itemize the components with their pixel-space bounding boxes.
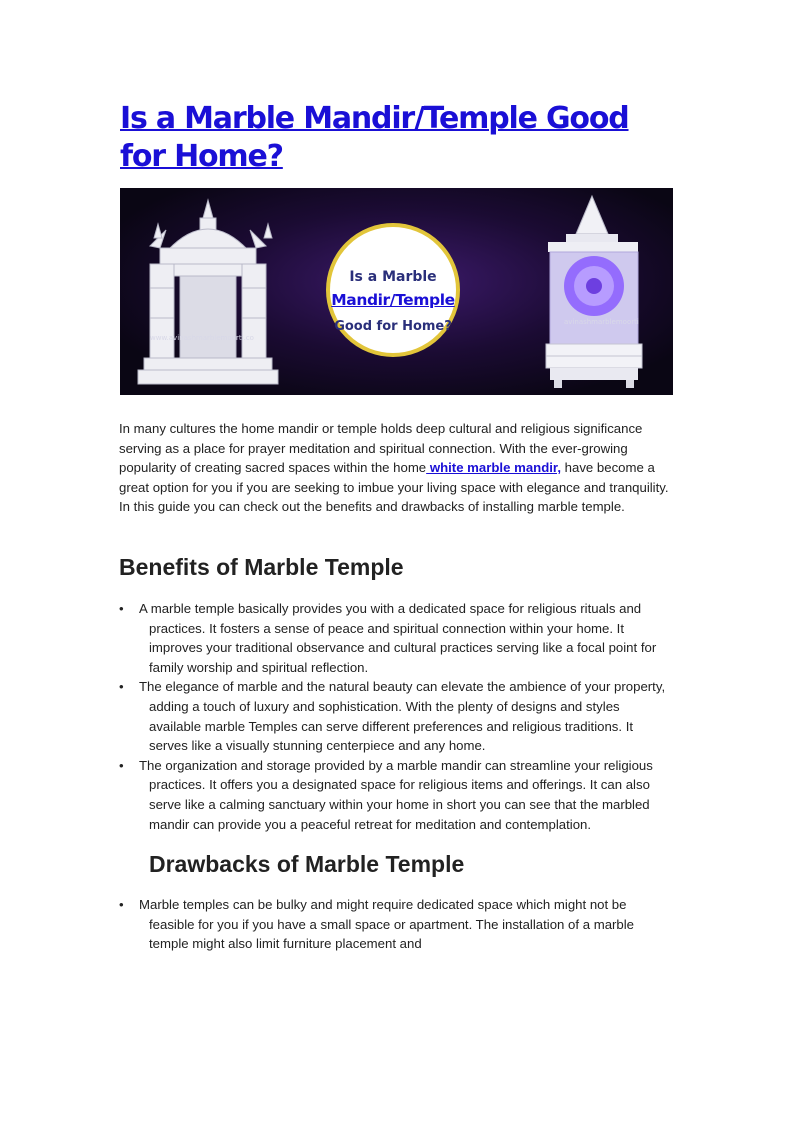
page-title-link[interactable]: Is a Marble Mandir/Temple Good for Home? (120, 101, 629, 174)
intro-paragraph (119, 419, 671, 517)
intro-text-before-link: In many cultures the home mandir or temple holds deep cultural and religious significance serving as a place for prayer meditation and spiritual connection. With the ever-growing popularity of creating sacred spaces within the home (119, 421, 643, 476)
banner-watermark-right: avinashmarblemoorti (564, 318, 639, 326)
drawbacks-list (119, 895, 671, 954)
benefits-heading: Benefits of Marble Temple (119, 554, 404, 580)
white-marble-mandir-link[interactable]: white marble mandir, (426, 460, 561, 476)
list-item: • The organization and storage provided by a marble mandir can streamline your religious practices. It offers you a designated space for religious items and offerings. It can also serve like a calming sanctuary within your home in short you can see that the marbled mandir can provide you a peaceful retreat for meditation and contemplation. (119, 756, 671, 834)
badge-line-3: Good for Home? (334, 319, 452, 334)
badge-line-2: Mandir/Temple (331, 291, 455, 309)
left-temple-illustration (138, 200, 278, 384)
banner-watermark-left: www.avinashmarblemoorti.co (150, 334, 254, 342)
list-item: • The elegance of marble and the natural beauty can elevate the ambience of your property, adding a touch of luxury and sophistication. With the plenty of designs and styles available marble Temples can serve different preferences and religious traditions. It serves like a visually stunning centerpiece and any home. (119, 677, 671, 755)
list-item: • Marble temples can be bulky and might require dedicated space which might not be feasible for you if you have a small space or apartment. The installation of a marble temple might also limit furniture placement and (119, 895, 671, 954)
list-item: • A marble temple basically provides you with a dedicated space for religious rituals and practices. It fosters a sense of peace and spiritual connection within your home. It improves your traditional observance and cultural practices serving like a focal point for family worship and spiritual reflection. (119, 599, 671, 677)
banner-title-badge (326, 223, 460, 357)
intro-text-after-link: have become a great option for you if you are seeking to imbue your living space with elegance and tranquility. In this guide you can check out the benefits and drawbacks of installing marble temple. (119, 460, 669, 515)
badge-line-1: Is a Marble (349, 269, 437, 285)
benefits-list (119, 599, 671, 834)
banner-image (120, 188, 673, 395)
right-temple-illustration (546, 196, 642, 388)
page-title (120, 100, 680, 176)
drawbacks-heading: Drawbacks of Marble Temple (149, 851, 465, 877)
